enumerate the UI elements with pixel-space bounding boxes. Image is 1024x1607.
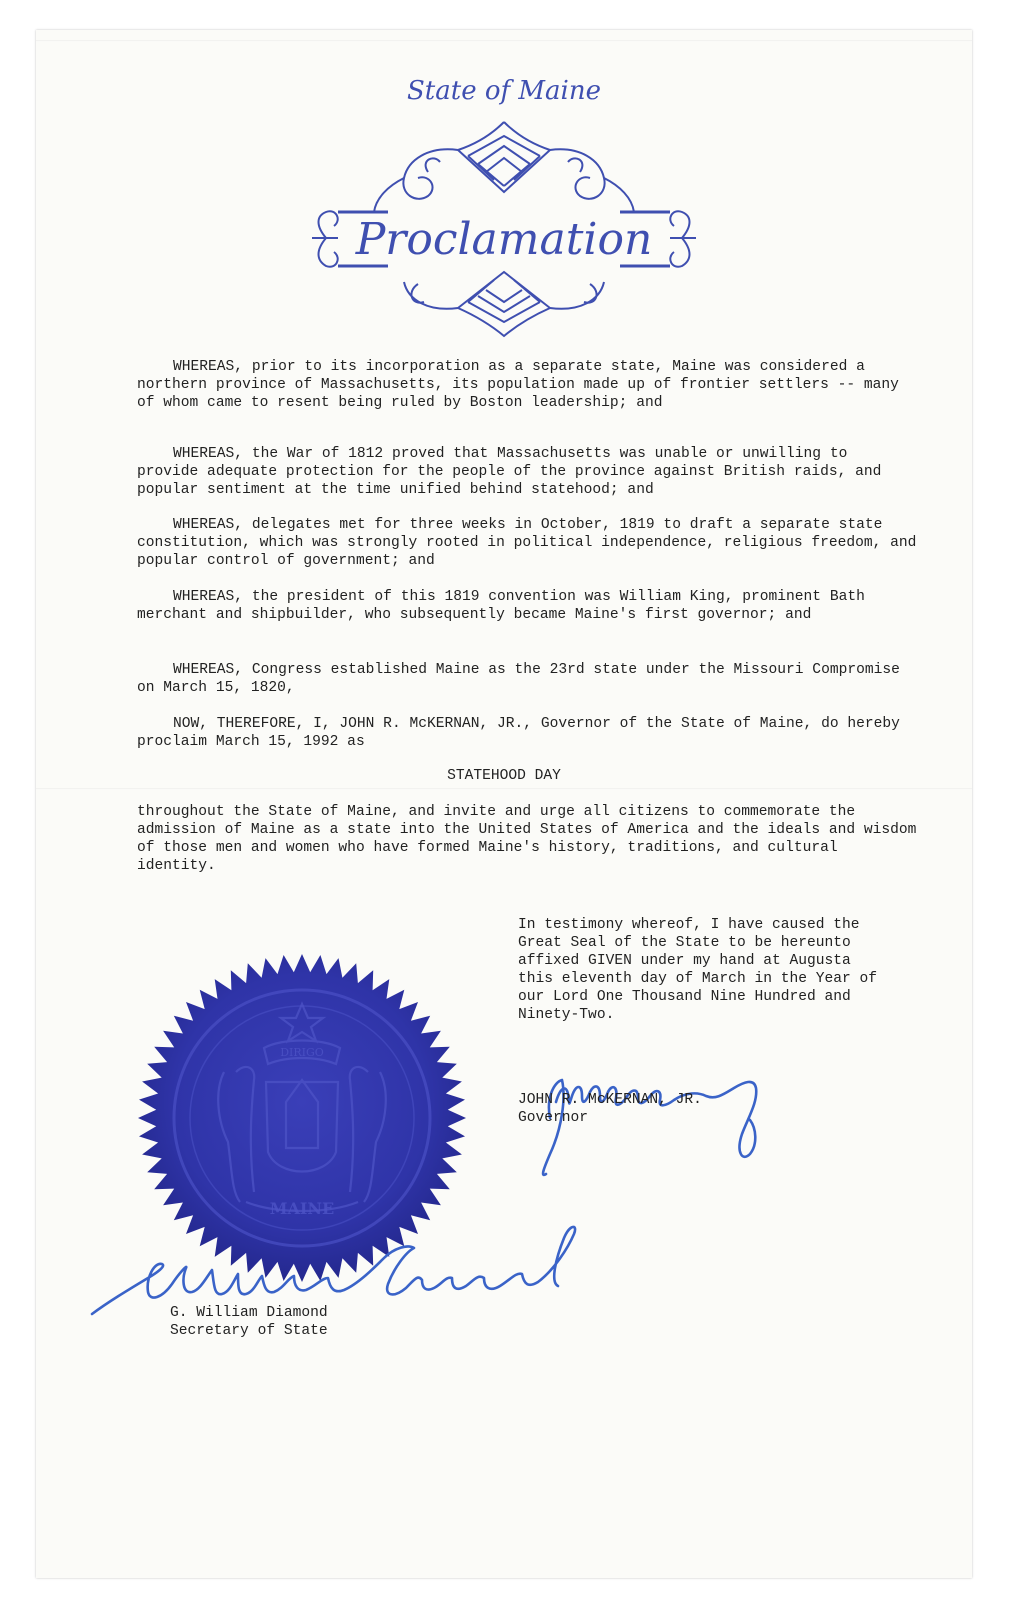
whereas-clause-4: WHEREAS, the president of this 1819 convention was William King, prominent Bath merchant and shipbuilder, who subsequently became Maine's first governor; and <box>137 589 874 623</box>
secretary-name: G. William Diamond <box>170 1305 328 1321</box>
whereas-clause-1: WHEREAS, prior to its incorporation as a separate state, Maine was considered a northern province of Massachusetts, its population made up of frontier settlers -- many of whom came to resent being ruled by Boston leadership; and <box>137 359 908 411</box>
secretary-block <box>170 1304 328 1340</box>
testimony-paragraph: In testimony whereof, I have caused the Great Seal of the State to be hereunto affixed GIVEN under my hand at Augusta this eleventh day of March in the Year of our Lord One Thousand Nine Hundred and Ninety-Two. <box>518 917 878 1023</box>
proclamation-ornament <box>308 116 700 340</box>
proclamation-title: Proclamation <box>355 214 653 265</box>
governor-title: Governor <box>518 1110 589 1126</box>
secretary-signature <box>88 1218 588 1324</box>
now-therefore-clause: NOW, THEREFORE, I, JOHN R. McKERNAN, JR., Governor of the State of Maine, do hereby proclaim March 15, 1992 as <box>137 716 909 750</box>
proclamation-sheet <box>36 30 972 1578</box>
fold-line-middle <box>36 788 972 790</box>
seal-text: MAINE <box>269 1199 335 1218</box>
whereas-clause-2: WHEREAS, the War of 1812 proved that Massachusetts was unable or unwilling to provide adequate protection for the people of the province against British raids, and popular sentiment at the time unified behind statehood; and <box>137 446 891 498</box>
secretary-title: Secretary of State <box>170 1323 328 1339</box>
statehood-day-title: STATEHOOD DAY <box>447 768 561 784</box>
seal-motto: DIRIGO <box>280 1046 324 1059</box>
whereas-clause-5: WHEREAS, Congress established Maine as the 23rd state under the Missouri Compromise on March 15, 1820, <box>137 662 909 696</box>
fold-line-top <box>36 40 972 42</box>
governor-name: JOHN R. McKERNAN, JR. <box>518 1092 702 1108</box>
whereas-clause-3: WHEREAS, delegates met for three weeks in October, 1819 to draft a separate state constitution, which was strongly rooted in political independence, religious freedom, and popular control of government; and <box>137 517 926 569</box>
closing-paragraph: throughout the State of Maine, and invite and urge all citizens to commemorate the admission of Maine as a state into the United States of America and the ideals and wisdom of those men and women who have formed Maine's history, traditions, and cultural identity. <box>137 804 926 874</box>
state-title: State of Maine <box>407 76 601 106</box>
governor-block <box>518 1091 702 1127</box>
